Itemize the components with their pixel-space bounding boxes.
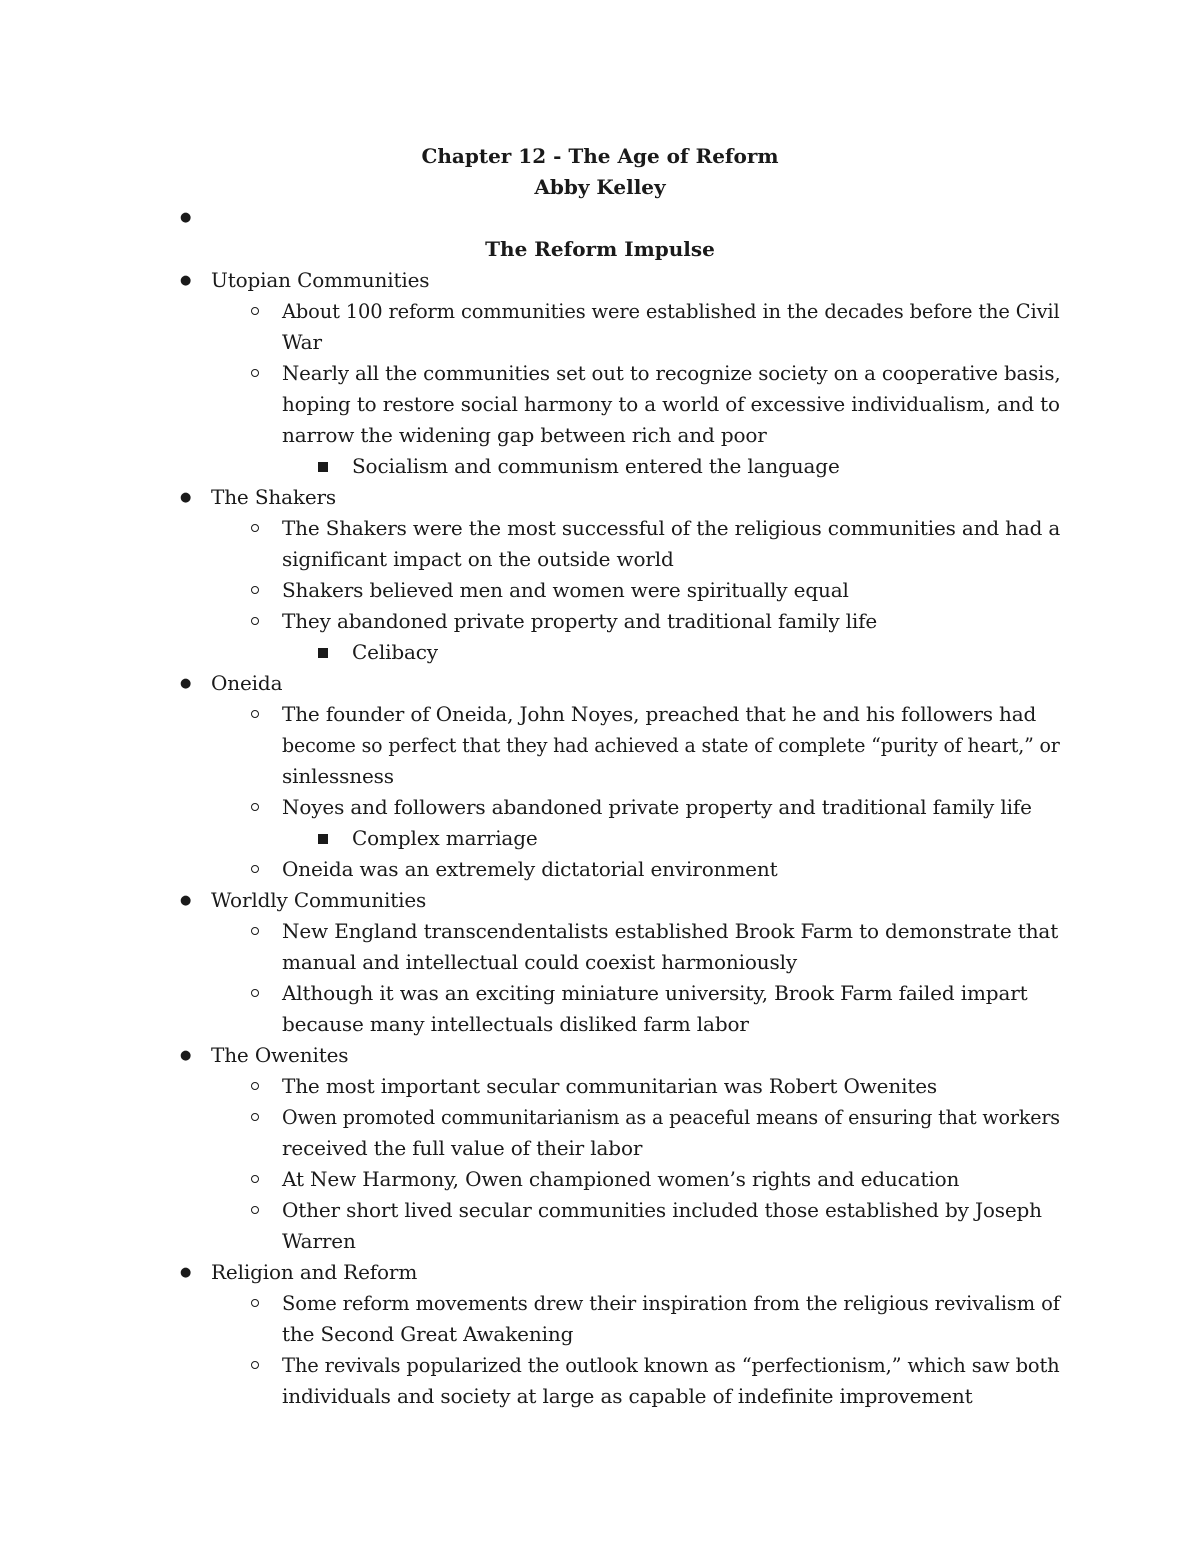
- outline-subitem-cont: significant impact on the outside world: [282, 547, 674, 571]
- outline-subitem-cont: hoping to restore social harmony to a world of excessive individualism, and to: [282, 392, 1060, 416]
- bullet-dot-icon: ●: [180, 490, 192, 505]
- outline-subitem-cont: War: [282, 330, 322, 354]
- bullet-circle-icon: [251, 865, 259, 873]
- outline-subitem: The Shakers were the most successful of the religious communities and had a: [282, 516, 1061, 540]
- outline-subitem: At New Harmony, Owen championed women’s rights and education: [282, 1167, 960, 1191]
- outline-subitem: Nearly all the communities set out to recognize society on a cooperative basis,: [282, 361, 1061, 385]
- outline-subitem-cont: sinlessness: [282, 764, 394, 788]
- bullet-circle-icon: [251, 1361, 259, 1369]
- outline-subitem-cont: because many intellectuals disliked farm labor: [282, 1012, 749, 1036]
- outline-item-shakers: The Shakers: [211, 485, 337, 509]
- outline-subitem: Owen promoted communitarianism as a peaceful means of ensuring that workers: [282, 1105, 1060, 1129]
- bullet-circle-icon: [251, 1206, 259, 1214]
- outline-subitem: Oneida was an extremely dictatorial environment: [282, 857, 778, 881]
- outline-subitem: They abandoned private property and traditional family life: [282, 609, 878, 633]
- outline-item-utopian: Utopian Communities: [211, 268, 430, 292]
- outline-subitem: New England transcendentalists established Brook Farm to demonstrate that: [282, 919, 1059, 943]
- document-title: Chapter 12 - The Age of Reform: [421, 144, 779, 168]
- outline-subitem: Although it was an exciting miniature university, Brook Farm failed impart: [282, 981, 1028, 1005]
- bullet-square-icon: [318, 648, 328, 658]
- outline-subitem: The most important secular communitarian was Robert Owenites: [282, 1074, 938, 1098]
- bullet-circle-icon: [251, 803, 259, 811]
- bullet-square-icon: [318, 462, 328, 472]
- bullet-dot-icon: ●: [180, 1265, 192, 1280]
- outline-subitem-cont: Warren: [282, 1229, 356, 1253]
- bullet-dot-icon: ●: [180, 273, 192, 288]
- bullet-circle-icon: [251, 710, 259, 718]
- outline-subsubitem: Complex marriage: [352, 826, 538, 850]
- outline-subsubitem: Socialism and communism entered the language: [352, 454, 840, 478]
- outline-item-oneida: Oneida: [211, 671, 283, 695]
- outline-subitem-cont: narrow the widening gap between rich and poor: [282, 423, 767, 447]
- outline-item-owenites: The Owenites: [211, 1043, 349, 1067]
- bullet-dot-icon: ●: [180, 210, 192, 225]
- bullet-circle-icon: [251, 1175, 259, 1183]
- outline-item-worldly: Worldly Communities: [211, 888, 427, 912]
- bullet-circle-icon: [251, 369, 259, 377]
- document-author: Abby Kelley: [534, 175, 666, 199]
- bullet-square-icon: [318, 834, 328, 844]
- bullet-circle-icon: [251, 524, 259, 532]
- bullet-dot-icon: ●: [180, 676, 192, 691]
- outline-subitem-cont: become so perfect that they had achieved a state of complete “purity of heart,” or: [282, 733, 1060, 757]
- bullet-dot-icon: ●: [180, 893, 192, 908]
- outline-subitem: The founder of Oneida, John Noyes, preached that he and his followers had: [282, 702, 1037, 726]
- bullet-circle-icon: [251, 927, 259, 935]
- bullet-circle-icon: [251, 307, 259, 315]
- outline-subitem-cont: individuals and society at large as capable of indefinite improvement: [282, 1384, 973, 1408]
- outline-subitem: About 100 reform communities were established in the decades before the Civil: [282, 299, 1060, 323]
- outline-subitem-cont: received the full value of their labor: [282, 1136, 643, 1160]
- title-block: [0, 141, 1200, 203]
- outline-item-religion: Religion and Reform: [211, 1260, 418, 1284]
- bullet-circle-icon: [251, 617, 259, 625]
- outline-subitem: The revivals popularized the outlook known as “perfectionism,” which saw both: [282, 1353, 1060, 1377]
- bullet-circle-icon: [251, 1299, 259, 1307]
- outline-subitem-cont: the Second Great Awakening: [282, 1322, 574, 1346]
- outline-subitem-cont: manual and intellectual could coexist harmoniously: [282, 950, 797, 974]
- bullet-circle-icon: [251, 586, 259, 594]
- outline-subitem: Noyes and followers abandoned private property and traditional family life: [282, 795, 1032, 819]
- outline-subsubitem: Celibacy: [352, 640, 438, 664]
- section-heading: The Reform Impulse: [485, 237, 715, 261]
- bullet-dot-icon: ●: [180, 1048, 192, 1063]
- bullet-circle-icon: [251, 989, 259, 997]
- outline-subitem: Shakers believed men and women were spiritually equal: [282, 578, 849, 602]
- outline-subitem: Other short lived secular communities included those established by Joseph: [282, 1198, 1042, 1222]
- bullet-circle-icon: [251, 1113, 259, 1121]
- bullet-circle-icon: [251, 1082, 259, 1090]
- outline-subitem: Some reform movements drew their inspiration from the religious revivalism of: [282, 1291, 1060, 1315]
